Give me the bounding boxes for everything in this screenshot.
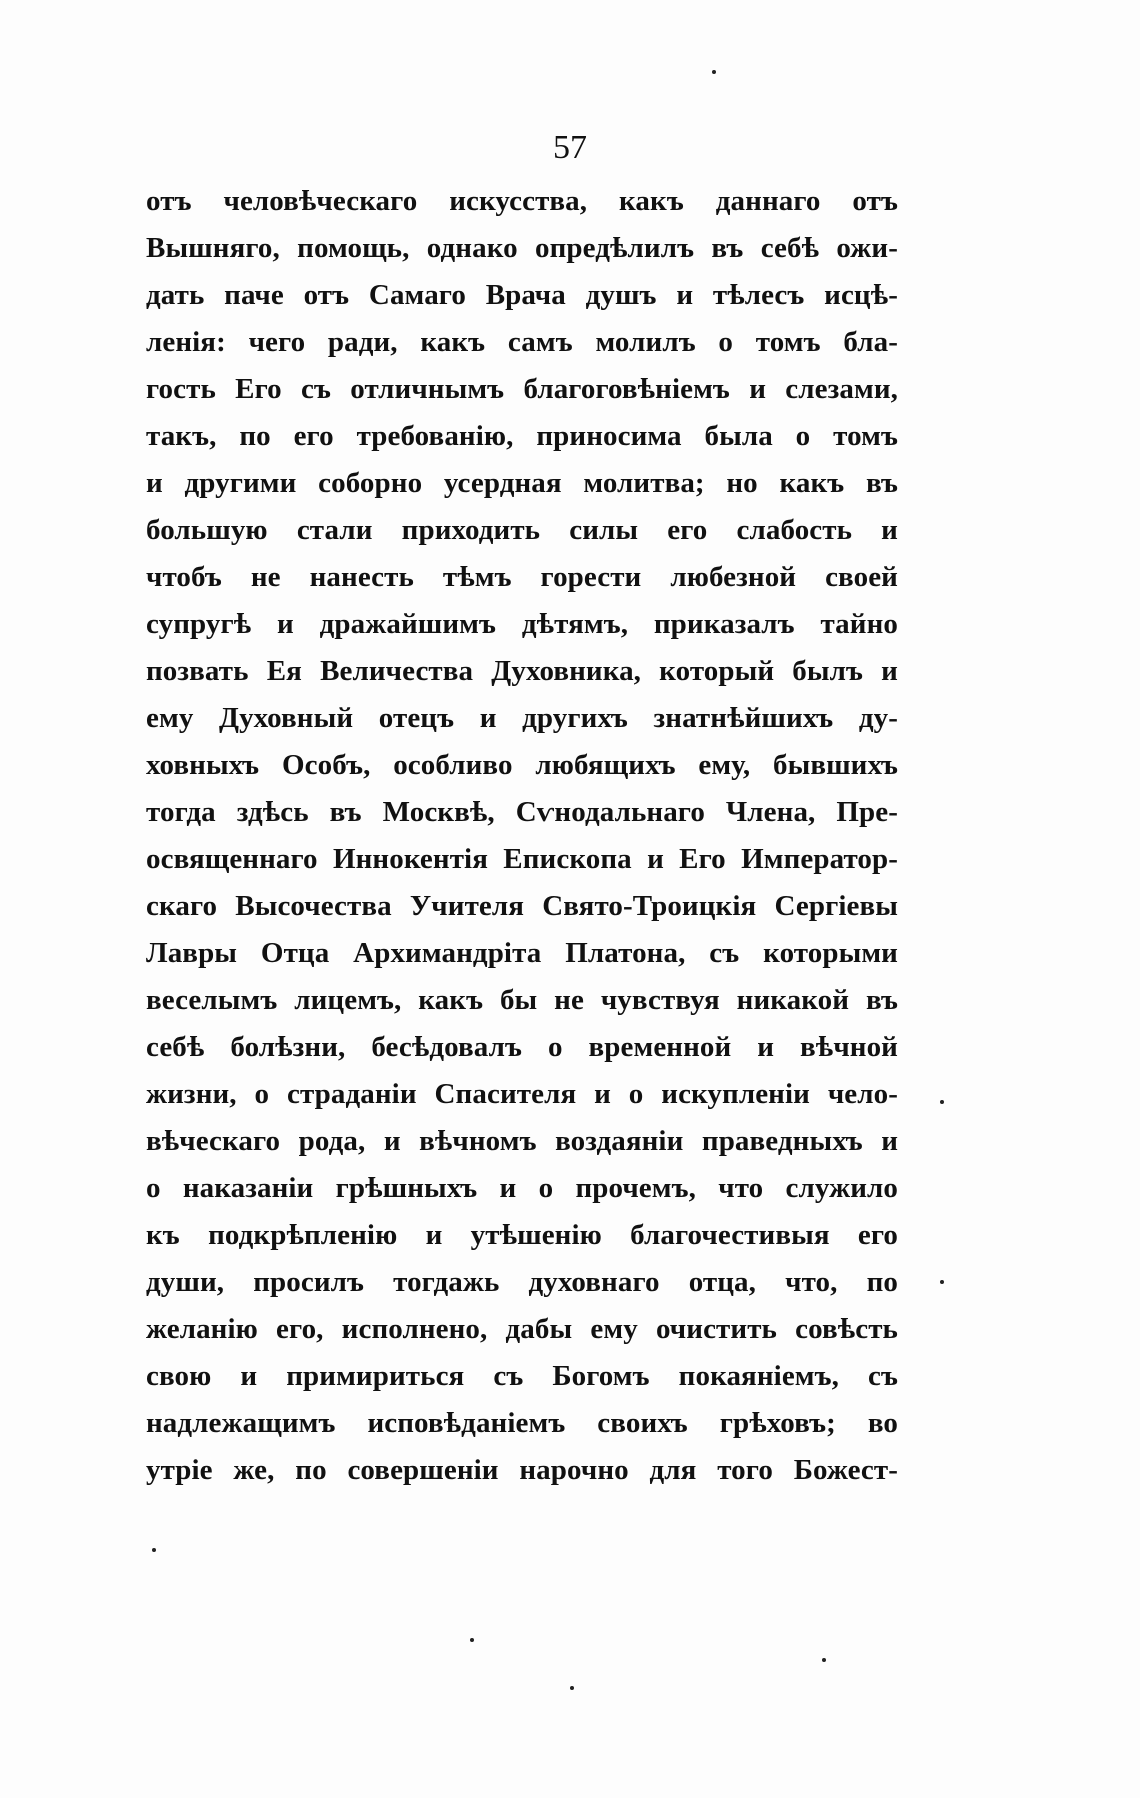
text-line: дать паче отъ Самаго Врача душъ и тѣлесъ исцѣ- — [146, 279, 898, 311]
scan-speck — [940, 1280, 944, 1284]
body-text — [146, 178, 898, 1494]
text-line: гость Его съ отличнымъ благоговѣніемъ и слезами, — [146, 373, 898, 405]
text-line: чтобъ не нанесть тѣмъ горести любезной своей — [146, 561, 898, 593]
text-line: Лавры Отца Архимандріта Платона, съ которыми — [146, 937, 898, 969]
scan-speck — [712, 70, 716, 74]
text-line: веселымъ лицемъ, какъ бы не чувствуя никакой въ — [146, 984, 898, 1016]
scan-speck — [822, 1658, 826, 1662]
text-line: и другими соборно усердная молитва; но какъ въ — [146, 467, 898, 499]
text-line: тогда здѣсь въ Москвѣ, Сѵнодальнаго Члена, Пре- — [146, 796, 898, 828]
scan-speck — [470, 1638, 474, 1642]
text-line: надлежащимъ исповѣданіемъ своихъ грѣховъ; во — [146, 1407, 898, 1439]
text-line: супругѣ и дражайшимъ дѣтямъ, приказалъ тайно — [146, 608, 898, 640]
text-line: позвать Ея Величества Духовника, который былъ и — [146, 655, 898, 687]
text-line: Вышняго, помощь, однако опредѣлилъ въ себѣ ожи- — [146, 232, 898, 264]
scan-speck — [152, 1548, 156, 1552]
scan-speck — [570, 1686, 574, 1690]
text-line: такъ, по его требованію, приносима была о томъ — [146, 420, 898, 452]
text-line: ему Духовный отецъ и другихъ знатнѣйшихъ ду- — [146, 702, 898, 734]
text-line: себѣ болѣзни, бесѣдовалъ о временной и вѣчной — [146, 1031, 898, 1063]
text-line: отъ человѣческаго искусства, какъ даннаго отъ — [146, 185, 898, 217]
page-number: 57 — [553, 129, 587, 166]
scan-speck — [940, 1100, 944, 1104]
text-line: свою и примириться съ Богомъ покаяніемъ, съ — [146, 1360, 898, 1392]
text-line: желанію его, исполнено, дабы ему очистить совѣсть — [146, 1313, 898, 1345]
text-line: ховныхъ Особъ, особливо любящихъ ему, бывшихъ — [146, 749, 898, 781]
text-line: освященнаго Иннокентія Епископа и Его Император- — [146, 843, 898, 875]
text-line: вѣческаго рода, и вѣчномъ воздаяніи праведныхъ и — [146, 1125, 898, 1157]
text-line: о наказаніи грѣшныхъ и о прочемъ, что служило — [146, 1172, 898, 1204]
text-line: утріе же, по совершеніи нарочно для того Божест- — [146, 1454, 898, 1486]
text-line: души, просилъ тогдажь духовнаго отца, что, по — [146, 1266, 898, 1298]
text-line: жизни, о страданіи Спасителя и о искупленіи чело- — [146, 1078, 898, 1110]
text-line: большую стали приходить силы его слабость и — [146, 514, 898, 546]
text-line: ленія: чего ради, какъ самъ молилъ о томъ бла- — [146, 326, 898, 358]
text-line: къ подкрѣпленію и утѣшенію благочестивыя его — [146, 1219, 898, 1251]
text-line: скаго Высочества Учителя Свято-Троицкія Сергіевы — [146, 890, 898, 922]
